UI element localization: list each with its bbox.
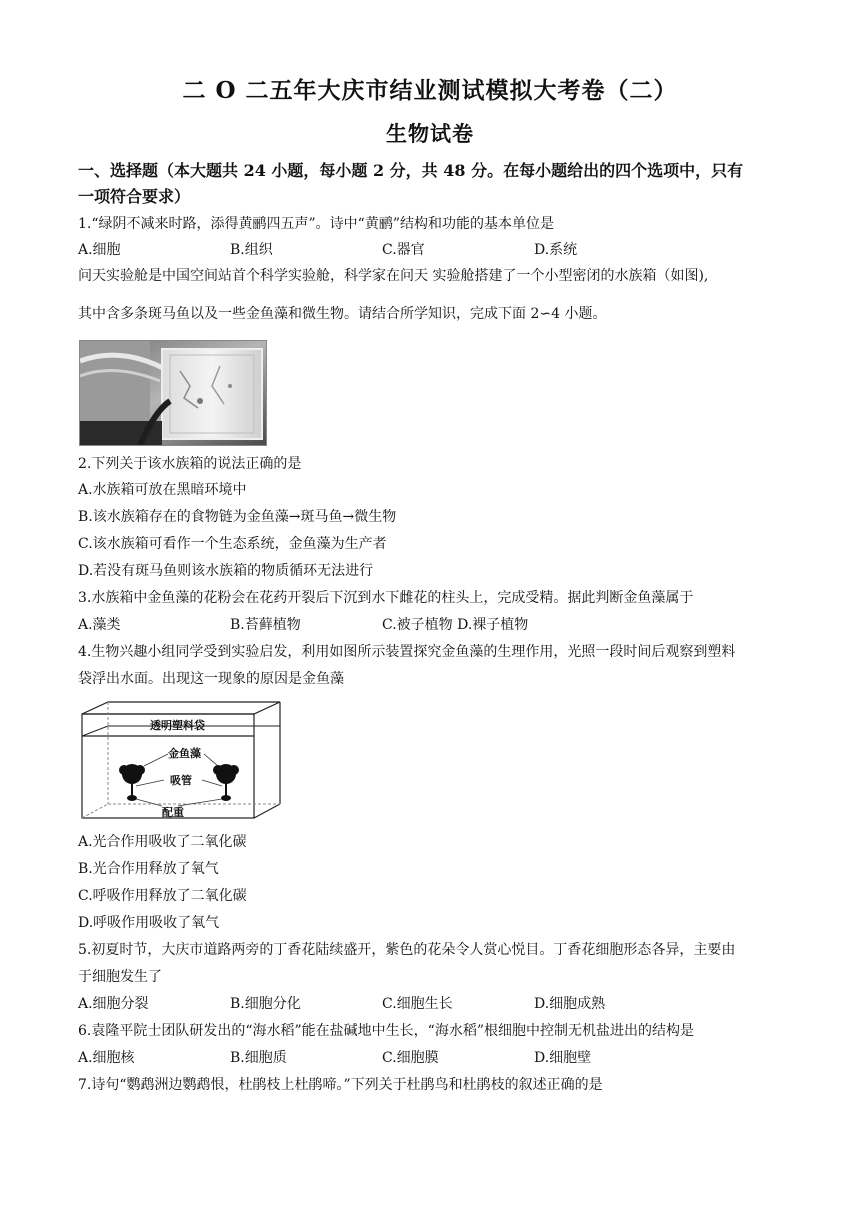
question-2-stem: 2.下列关于该水族箱的说法正确的是	[78, 456, 302, 472]
passage-line2: 其中含多条斑马鱼以及一些金鱼藻和微生物。请结合所学知识，完成下面 2∽4 小题。	[78, 306, 607, 322]
question-4-stem-line2: 袋浮出水面。出现这一现象的原因是金鱼藻	[78, 671, 344, 687]
label-straw: 吸管	[170, 774, 192, 787]
q1-option-a: A.细胞	[78, 242, 121, 258]
q2-option-c: C.该水族箱可看作一个生态系统，金鱼藻为生产者	[78, 536, 387, 552]
label-weight: 配重	[162, 806, 184, 819]
q3-option-cd: C.被子植物 D.裸子植物	[382, 617, 529, 633]
q4-option-a: A.光合作用吸收了二氧化碳	[78, 834, 247, 850]
q5-option-d: D.细胞成熟	[534, 996, 606, 1012]
q1-option-b: B.组织	[230, 242, 273, 258]
experiment-diagram	[78, 700, 284, 822]
q6-option-a: A.细胞核	[78, 1050, 135, 1066]
q1-option-d: D.系统	[534, 242, 578, 258]
question-1-stem: 1.“绿阴不减来时路，添得黄鹂四五声”。诗中“黄鹂”结构和功能的基本单位是	[78, 216, 554, 232]
q6-option-c: C.细胞膜	[382, 1050, 439, 1066]
section-heading	[78, 158, 778, 210]
q3-option-b: B.苔藓植物	[230, 617, 301, 633]
question-3-stem: 3.水族箱中金鱼藻的花粉会在花药开裂后下沉到水下雌花的柱头上，完成受精。据此判断金鱼藻属于	[78, 590, 694, 606]
label-hornwort: 金鱼藻	[168, 747, 201, 760]
exam-subtitle: 生物试卷	[386, 121, 474, 146]
section-heading-line2: 一项符合要求）	[78, 187, 191, 206]
question-5-stem-line2: 于细胞发生了	[78, 969, 162, 985]
section-heading-line1: 一、选择题（本大题共 24 小题，每小题 2 分，共 48 分。在每小题给出的四个选项中，只有	[78, 161, 744, 180]
q2-option-d: D.若没有斑马鱼则该水族箱的物质循环无法进行	[78, 563, 374, 579]
q4-option-d: D.呼吸作用吸收了氧气	[78, 915, 220, 931]
question-4-stem-line1: 4.生物兴趣小组同学受到实验启发，利用如图所示装置探究金鱼藻的生理作用，光照一段时间后观察到塑料	[78, 644, 736, 660]
q4-option-b: B.光合作用释放了氧气	[78, 861, 219, 877]
q2-option-b: B.该水族箱存在的食物链为金鱼藻→斑马鱼→微生物	[78, 509, 397, 525]
q4-option-c: C.呼吸作用释放了二氧化碳	[78, 888, 247, 904]
q6-option-d: D.细胞壁	[534, 1050, 592, 1066]
question-7-stem: 7.诗句“鹦鹉洲边鹦鹉恨，杜鹃枝上杜鹃啼。”下列关于杜鹃鸟和杜鹃枝的叙述正确的是	[78, 1077, 603, 1093]
label-plastic-bag: 透明塑料袋	[150, 719, 205, 732]
q1-option-c: C.器官	[382, 242, 425, 258]
q2-option-a: A.水族箱可放在黑暗环境中	[78, 482, 247, 498]
aquarium-photo	[79, 340, 267, 446]
q5-option-c: C.细胞生长	[382, 996, 453, 1012]
q5-option-a: A.细胞分裂	[78, 996, 149, 1012]
question-6-stem: 6.袁隆平院士团队研发出的“海水稻”能在盐碱地中生长，“海水稻”根细胞中控制无机盐进出的结构是	[78, 1023, 694, 1039]
q3-option-a: A.藻类	[78, 617, 121, 633]
passage-line1: 问天实验舱是中国空间站首个科学实验舱，科学家在问天 实验舱搭建了一个小型密闭的水族箱（如图),	[78, 268, 709, 284]
exam-title: 二 O 二五年大庆市结业测试模拟大考卷（二）	[182, 77, 678, 104]
q5-option-b: B.细胞分化	[230, 996, 301, 1012]
q6-option-b: B.细胞质	[230, 1050, 287, 1066]
question-5-stem-line1: 5.初夏时节，大庆市道路两旁的丁香花陆续盛开，紫色的花朵令人赏心悦目。丁香花细胞形态各异，主要由	[78, 942, 736, 958]
